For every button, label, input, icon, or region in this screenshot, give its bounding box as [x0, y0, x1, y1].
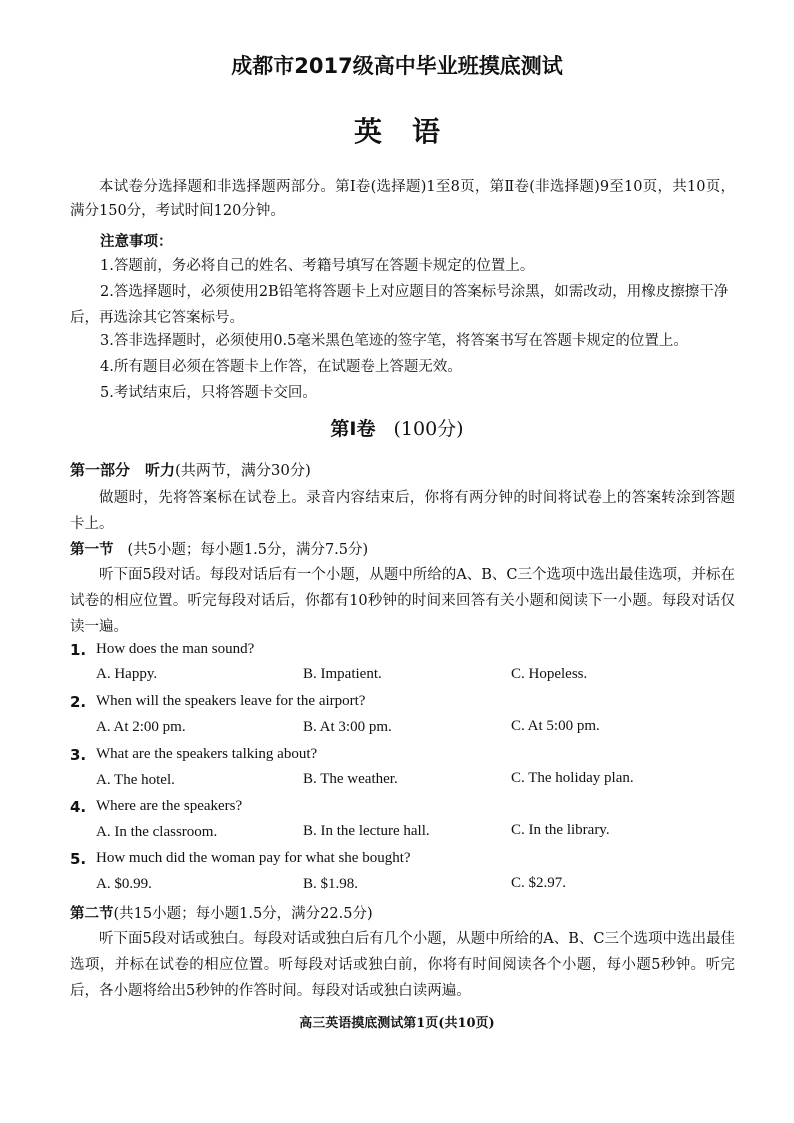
section2-detail: (共15小题；每小题1.5分，满分22.5分) [113, 906, 373, 922]
note-item-4: 4.所有题目必须在答题卡上作答，在试题卷上答题无效。 [100, 359, 462, 375]
section1-detail: (共5小题；每小题1.5分，满分7.5分) [127, 542, 369, 558]
question-4-number: 4. [70, 798, 87, 816]
question-1-option-c: C. Hopeless. [511, 666, 588, 682]
question-2-option-c: C. At 5:00 pm. [511, 718, 600, 734]
question-1-text: How does the man sound? [96, 641, 255, 657]
section1-instruction: 听下面5段对话。每段对话后有一个小题，从题中所给的A、B、C三个选项中选出最佳选项，并标在试卷的相应位置。听完每段对话后，你都有10秒钟的时间来回答有关小题和阅读下一小题。每段对话仅读一遍。 [70, 567, 735, 635]
question-3-option-a: A. The hotel. [96, 772, 175, 788]
volume-title [0, 414, 794, 441]
question-3-option-c: C. The holiday plan. [511, 770, 634, 786]
question-5-number: 5. [70, 850, 87, 868]
question-2-option-a: A. At 2:00 pm. [96, 719, 186, 735]
notes-title: 注意事项： [100, 234, 173, 250]
question-1-number: 1. [70, 641, 87, 659]
question-5-text: How much did the woman pay for what she bought? [96, 850, 411, 866]
section2-title: 第二节 [70, 906, 114, 922]
part1-instruction: 做题时，先将答案标在试卷上。录音内容结束后，你将有两分钟的时间将试卷上的答案转涂到答题卡上。 [70, 490, 735, 532]
section1-title: 第一节 [70, 542, 114, 558]
section2-heading [70, 902, 373, 923]
question-2-number: 2. [70, 693, 87, 711]
question-3-number: 3. [70, 746, 87, 764]
section1-heading [70, 538, 368, 559]
question-4-option-b: B. In the lecture hall. [303, 823, 430, 839]
question-5-option-a: A. $0.99. [96, 876, 152, 892]
subject-title: 英语 [353, 115, 470, 148]
section2-instruction: 听下面5段对话或独白。每段对话或独白后有几个小题，从题中所给的A、B、C三个选项中选出最佳选项，并标在试卷的相应位置。听每段对话或独白前，你将有时间阅读各个小题，每小题5秒钟。听完后，各小题将给出5秒钟的作答时间。每段对话或独白读两遍。 [70, 931, 735, 999]
question-2-text: When will the speakers leave for the airport? [96, 693, 366, 709]
volume-score: (100分) [393, 418, 464, 440]
question-2-option-b: B. At 3:00 pm. [303, 719, 392, 735]
question-5-option-b: B. $1.98. [303, 876, 359, 892]
note-item-3: 3.答非选择题时，必须使用0.5毫米黑色笔迹的签字笔，将答案书写在答题卡规定的位置上。 [100, 333, 688, 349]
question-3-text: What are the speakers talking about? [96, 746, 318, 762]
question-4-option-c: C. In the library. [511, 822, 610, 838]
note-item-5: 5.考试结束后，只将答题卡交回。 [100, 385, 317, 401]
question-4-text: Where are the speakers? [96, 798, 243, 814]
volume-label: 第Ⅰ卷 [330, 418, 376, 440]
part1-detail: (共两节，满分30分) [175, 461, 311, 479]
note-item-2: 2.答选择题时，必须使用2B铅笔将答题卡上对应题目的答案标号涂黑，如需改动，用橡皮擦擦干净后，再选涂其它答案标号。 [70, 284, 729, 326]
question-4-option-a: A. In the classroom. [96, 824, 218, 840]
question-1-option-a: A. Happy. [96, 666, 158, 682]
question-5-option-c: C. $2.97. [511, 875, 567, 891]
question-1-option-b: B. Impatient. [303, 666, 382, 682]
intro-paragraph: 本试卷分选择题和非选择题两部分。第Ⅰ卷(选择题)1至8页，第Ⅱ卷(非选择题)9至10页，共10页，满分150分，考试时间120分钟。 [70, 179, 735, 219]
part1-heading [70, 459, 311, 480]
question-3-option-b: B. The weather. [303, 771, 398, 787]
part1-title: 第一部分 听力 [70, 461, 176, 479]
exam-title: 成都市2017级高中毕业班摸底测试 [231, 54, 563, 78]
page-footer: 高三英语摸底测试第1页(共10页) [299, 1016, 495, 1031]
note-item-1: 1.答题前，务必将自己的姓名、考籍号填写在答题卡规定的位置上。 [100, 258, 535, 274]
